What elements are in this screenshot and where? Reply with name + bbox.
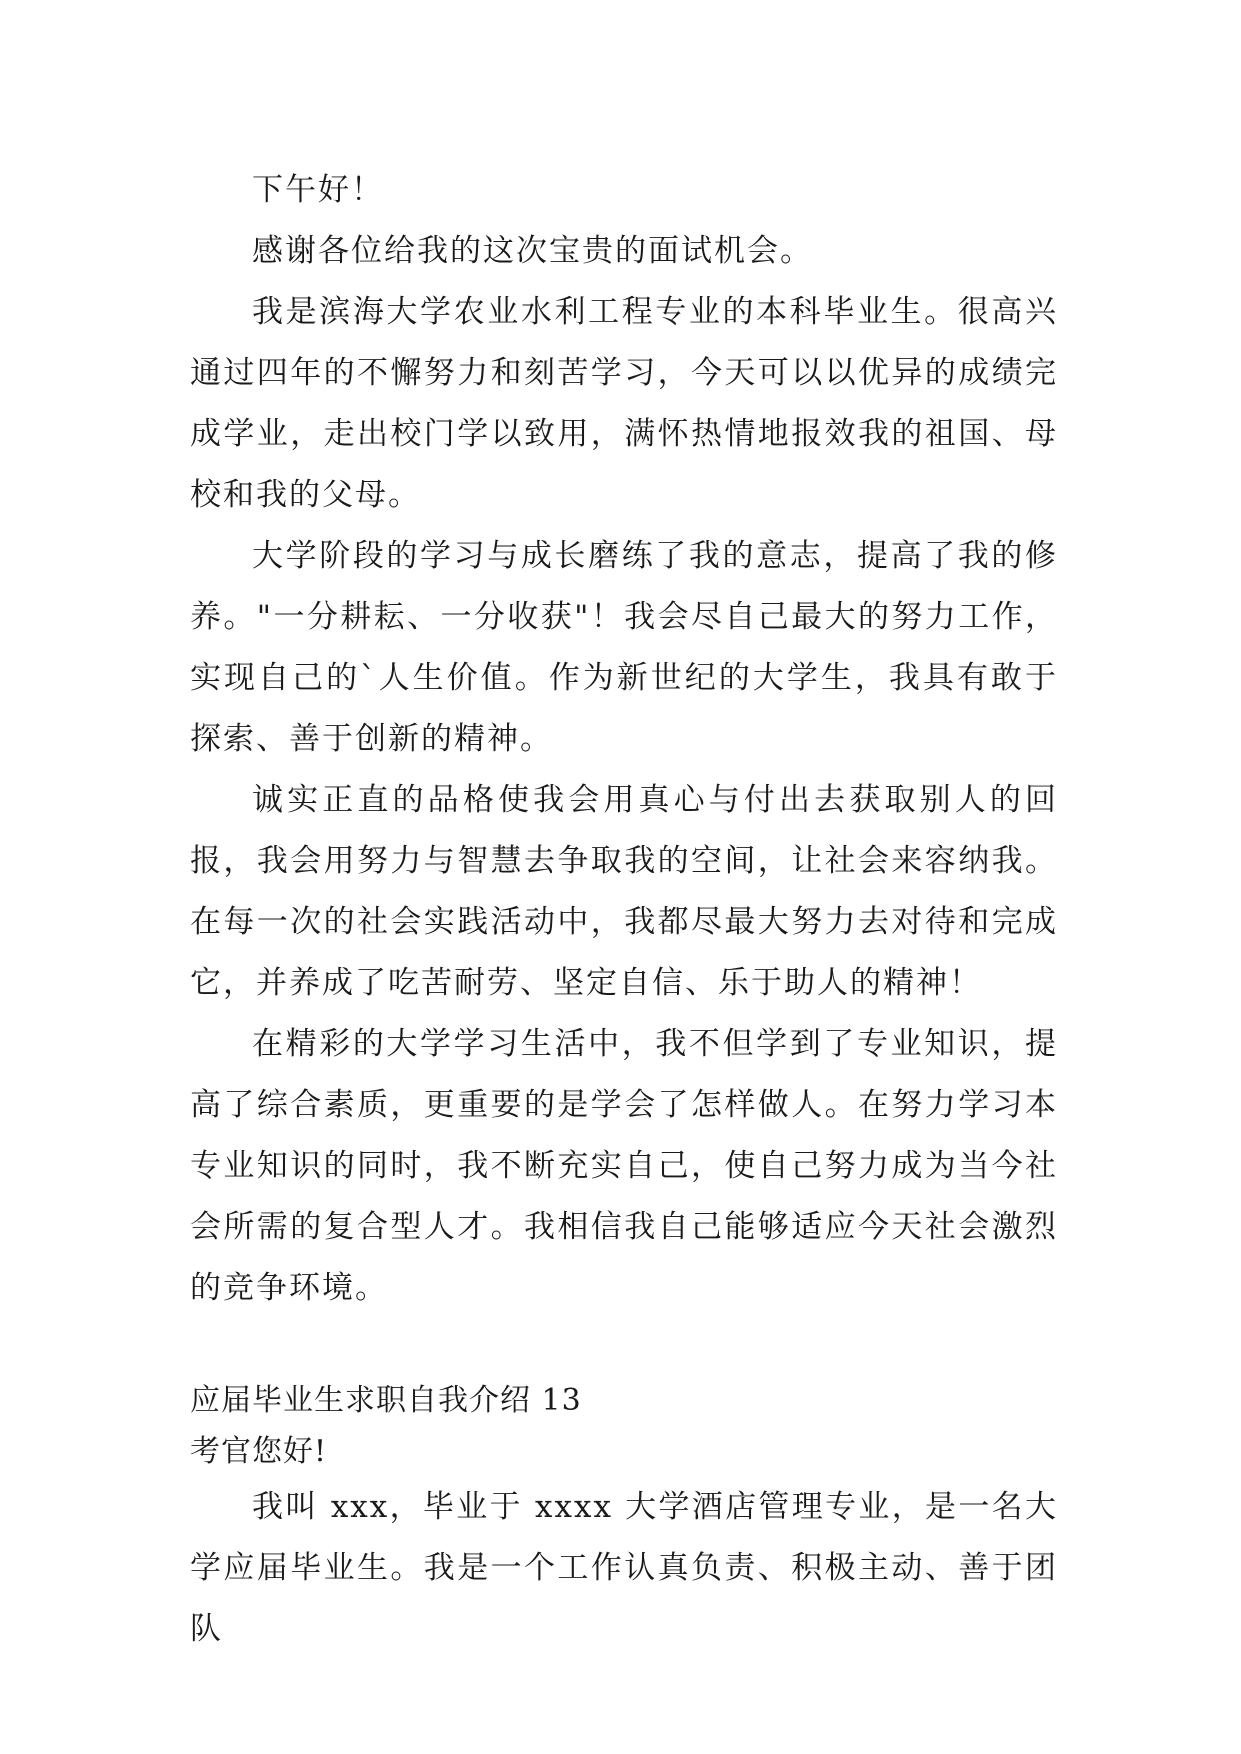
paragraph-self-intro: 我叫 xxx，毕业于 xxxx 大学酒店管理专业，是一名大学应届毕业生。我是一个工作认真负责、积极主动、善于团队 [190, 1489, 1058, 1647]
section-gap [190, 1319, 1058, 1375]
paragraph-growth: 大学阶段的学习与成长磨练了我的意志，提高了我的修养。"一分耕耘、一分收获"！我会尽自己最大的努力工作，实现自己的`人生价值。作为新世纪的大学生，我具有敢于探索、善于创新的精神。 [190, 538, 1058, 757]
paragraph-intro: 我是滨海大学农业水利工程专业的本科毕业生。很高兴通过四年的不懈努力和刻苦学习，今天可以以优异的成绩完成学业，走出校门学以致用，满怀热情地报效我的祖国、母校和我的父母。 [190, 294, 1058, 513]
section-title: 应届毕业生求职自我介绍 13 [190, 1383, 582, 1418]
document-body [190, 160, 1058, 1660]
paragraph-greeting: 下午好！ [252, 172, 384, 208]
greeting-line: 考官您好! [190, 1434, 328, 1469]
paragraph-character: 诚实正直的品格使我会用真心与付出去获取别人的回报，我会用努力与智慧去争取我的空间，让社会来容纳我。在每一次的社会实践活动中，我都尽最大努力去对待和完成它，并养成了吃苦耐劳、坚定自信、乐于助人的精神！ [190, 782, 1058, 1001]
paragraph-thanks: 感谢各位给我的这次宝贵的面试机会。 [252, 233, 813, 269]
paragraph-study-life: 在精彩的大学学习生活中，我不但学到了专业知识，提高了综合素质，更重要的是学会了怎样做人。在努力学习本专业知识的同时，我不断充实自己，使自己努力成为当今社会所需的复合型人才。我相信我自己能够适应今天社会激烈的竞争环境。 [190, 1026, 1058, 1306]
